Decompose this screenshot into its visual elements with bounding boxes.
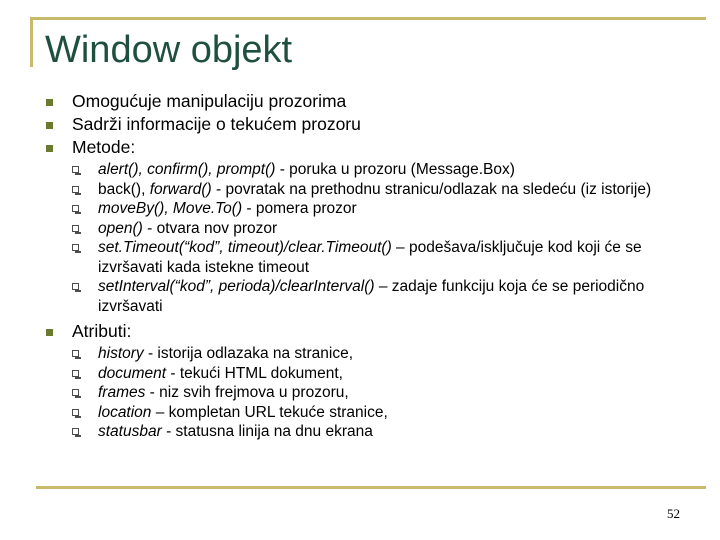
page-number: 52 (667, 506, 680, 521)
checkbox-bullet-icon (72, 225, 79, 232)
method-item (46, 238, 686, 277)
method-desc: - poruka u prozoru (Message.Box) (275, 161, 515, 178)
bullet-item (46, 113, 686, 136)
left-rule (30, 17, 33, 67)
attribute-item (46, 403, 686, 423)
checkbox-bullet-icon (72, 389, 79, 396)
attribute-item (46, 364, 686, 384)
method-name: alert(), confirm(), prompt() (98, 161, 276, 178)
attribute-desc: - statusna linija na dnu ekrana (161, 423, 373, 440)
square-bullet-icon (46, 329, 53, 336)
method-item (46, 277, 686, 316)
attribute-name: location (98, 403, 152, 421)
method-desc: - pomera prozor (242, 200, 357, 217)
method-desc: – podešava/isključuje kod koji će se izvršavati kada istekne timeout (98, 239, 642, 276)
checkbox-bullet-icon (72, 283, 79, 290)
method-item (46, 219, 686, 239)
checkbox-bullet-icon (72, 428, 79, 435)
attribute-item (46, 344, 686, 364)
method-name: setInterval(“kod”, perioda)/clearInterval() (98, 278, 375, 295)
slide-title: Window objekt (45, 29, 293, 71)
attribute-name: history (98, 345, 144, 362)
square-bullet-icon (46, 145, 53, 152)
bullet-item-attributes (46, 320, 686, 343)
attributes-list (46, 343, 686, 446)
checkbox-bullet-icon (72, 166, 79, 173)
method-name: set.Timeout(“kod”, timeout)/clear.Timeout() (98, 239, 392, 256)
method-desc: – zadaje funkciju koja će se periodično izvršavati (98, 278, 645, 315)
bullet-text: Atributi: (72, 321, 132, 341)
method-name: open() (98, 219, 143, 237)
top-rule (30, 17, 706, 20)
attribute-desc: – kompletan URL tekuće stranice, (151, 403, 388, 421)
attribute-name: document (98, 364, 167, 382)
bullet-text: Metode: (72, 137, 136, 157)
method-item (46, 199, 686, 219)
attribute-desc: - istorija odlazaka na stranice, (143, 345, 354, 362)
method-item (46, 180, 686, 200)
checkbox-bullet-icon (72, 244, 79, 251)
method-name: moveBy(), Move.To() (98, 200, 243, 217)
method-name: forward() (149, 180, 212, 198)
method-desc: - povratak na prethodnu stranicu/odlazak na sledeću (iz istorije) (211, 180, 652, 198)
method-item (46, 160, 686, 180)
attribute-name: statusbar (98, 423, 162, 440)
attribute-desc: - niz svih frejmova u prozoru, (145, 384, 349, 401)
attribute-item (46, 422, 686, 442)
bullet-text: Omogućuje manipulaciju prozorima (72, 91, 347, 111)
method-desc: - otvara nov prozor (142, 219, 278, 237)
attribute-desc: - tekući HTML dokument, (166, 364, 343, 382)
bullet-text: Sadrži informacije o tekućem prozoru (72, 114, 361, 134)
attribute-item (46, 383, 686, 403)
checkbox-bullet-icon (72, 370, 79, 377)
square-bullet-icon (46, 122, 53, 129)
checkbox-bullet-icon (72, 350, 79, 357)
bullet-item (46, 90, 686, 113)
bottom-rule (36, 486, 706, 489)
methods-list (46, 159, 686, 320)
slide-content (46, 90, 686, 446)
checkbox-bullet-icon (72, 186, 79, 193)
square-bullet-icon (46, 99, 53, 106)
method-name-plain: back(), (98, 180, 150, 198)
attribute-name: frames (98, 384, 146, 401)
bullet-item-methods (46, 136, 686, 159)
checkbox-bullet-icon (72, 205, 79, 212)
checkbox-bullet-icon (72, 409, 79, 416)
